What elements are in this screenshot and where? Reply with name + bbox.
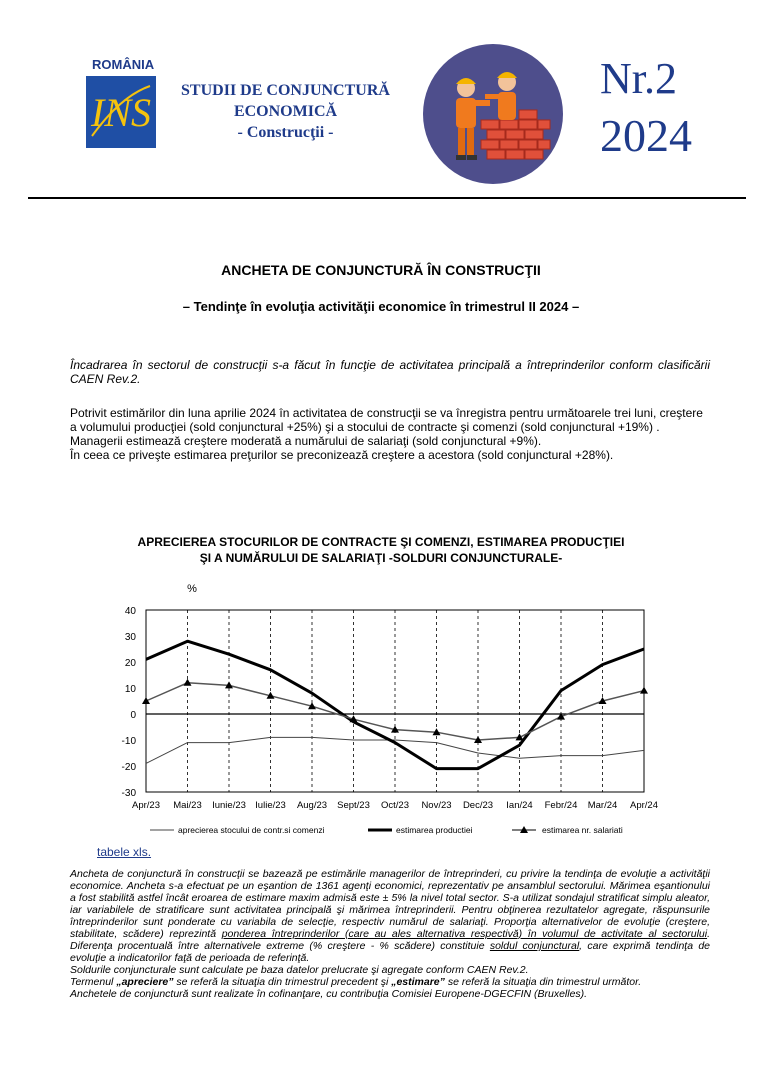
issue-number: Nr.2 <box>600 54 677 103</box>
chart-title <box>0 534 762 566</box>
y-tick-label: 20 <box>124 658 136 669</box>
x-tick-label: Apr/24 <box>630 800 658 811</box>
note-text-1: Ancheta de conjunctură în construcţii se bazează pe estimările managerilor de întreprinderi, cu privire la tendinţa de evoluţie a activităţii economice. Ancheta s-a efectuat pe un eşantion de 1361 agenţi economici, reprezentativ pe ansamblul sectorului. Mărimea eşantionului a fost stabilită astfel încât eroarea de estimare maxim admisă este ± 5% la nivel total sector. S-a utilizat sondajul stratificat simplu aleator, iar variabilele de stratificare sunt activitatea principală şi mărimea întreprinderii. Pentru obţinerea rezultatelor agregate, răspunsurile întreprinderilor sunt ponderate cu variabila de selecţie, respectiv numărul de salariaţi. Proporţia alternativelor de evoluţie (creştere, stabilitate, scădere) reprezintă <box>70 868 710 940</box>
x-tick-label: Febr/24 <box>544 800 578 811</box>
intro-section <box>70 358 710 462</box>
page-subtitle: – Tendinţe în evoluţia activităţii economice în trimestrul II 2024 – <box>182 299 580 314</box>
y-tick-label: -20 <box>121 762 136 773</box>
ins-logo <box>86 76 156 148</box>
publication-title <box>158 80 413 143</box>
x-tick-label: Iulie/23 <box>255 800 286 811</box>
note-terms-d: „estimare” <box>391 976 445 988</box>
methodology-notes <box>70 868 710 1000</box>
x-tick-label: Nov/23 <box>421 800 452 811</box>
series-point <box>640 687 648 694</box>
note-terms-c: se referă la situaţia din trimestrul precedent şi <box>173 976 392 988</box>
intro-prices: În ceea ce priveşte estimarea preţurilor se preconizează creştere a acestora (sold conjunctural +28%). <box>70 448 614 462</box>
title-line2: ECONOMICĂ <box>233 103 338 120</box>
note-text-1b: . Diferenţa procentuală între alternativele extreme (% creştere - % scădere) constituie <box>70 928 710 952</box>
logo-text: INS <box>91 90 151 135</box>
x-tick-label: Apr/23 <box>132 800 160 811</box>
note-terms-a: Termenul <box>70 976 117 988</box>
note-funding: Anchetele de conjunctură sunt realizate în cofinanţare, cu contribuţia Comisiei Europene-DGECFIN (Bruxelles). <box>70 988 588 1000</box>
legend-label: estimarea productiei <box>396 825 473 835</box>
y-tick-label: -30 <box>121 788 136 799</box>
note-underline-1: ponderea întreprinderilor (care au ales alternativa respectivă) în volumul de activitate al sectorului <box>221 928 708 940</box>
title-line1: STUDII DE CONJUNCTURĂ <box>181 82 390 99</box>
note-terms-b: „apreciere” <box>116 976 174 988</box>
xls-tables-link[interactable]: tabele xls. <box>97 845 152 859</box>
y-tick-label: 40 <box>124 606 136 617</box>
x-tick-label: Sept/23 <box>337 800 370 811</box>
x-tick-label: Iunie/23 <box>212 800 246 811</box>
note-caen: Soldurile conjuncturale sunt calculate pe baza datelor prelucrate şi agregate conform CAEN Rev.2. <box>70 964 529 976</box>
intro-classification: Încadrarea în sectorul de construcţii s-a făcut în funcţie de activitatea principală a întreprinderilor conform clasificării CAEN Rev.2. <box>70 358 710 386</box>
intro-employees: Managerii estimează creştere moderată a numărului de salariaţi (sold conjunctural +9%). <box>70 434 542 448</box>
y-tick-label: 30 <box>124 632 136 643</box>
y-axis-label: % <box>187 583 197 595</box>
page-title: ANCHETA DE CONJUNCTURĂ ÎN CONSTRUCŢII <box>221 262 541 278</box>
title-line3: - Construcţii - <box>237 124 334 141</box>
chart-title-line2: ŞI A NUMĂRULUI DE SALARIAŢI -SOLDURI CONJUNCTURALE- <box>199 551 563 565</box>
x-tick-label: Dec/23 <box>462 800 494 811</box>
note-methodology <box>70 868 710 964</box>
x-tick-label: Ian/24 <box>506 800 533 811</box>
y-tick-label: 10 <box>124 684 136 695</box>
note-terms <box>70 976 710 988</box>
x-tick-label: Mai/23 <box>173 800 202 811</box>
line-chart <box>90 574 690 844</box>
construction-workers-illustration <box>421 42 565 186</box>
note-text-1c: , care exprimă tendinţa de evoluţie a indicatorilor faţă de perioada de referinţă. <box>70 940 710 964</box>
note-underline-2: soldul conjunctural <box>489 940 580 952</box>
header-divider <box>28 197 746 199</box>
y-tick-label: 0 <box>130 710 136 721</box>
intro-estimates: Potrivit estimărilor din luna aprilie 2024 în activitatea de construcţii se va înregistra pentru următoarele trei luni, creştere a volumului producţiei (sold conjunctural +25%) şi a stocului de contracte şi comenzi (sold conjunctural +19%) . <box>70 406 703 434</box>
x-tick-label: Aug/23 <box>296 800 328 811</box>
legend-label: estimarea nr. salariati <box>542 825 623 835</box>
x-tick-label: Mar/24 <box>587 800 618 811</box>
y-tick-label: -10 <box>121 736 136 747</box>
country-label: ROMÂNIA <box>92 57 155 72</box>
note-terms-e: se referă la situaţia din trimestrul următor. <box>444 976 642 988</box>
x-tick-label: Oct/23 <box>381 800 409 811</box>
issue-year: 2024 <box>600 110 692 161</box>
chart-title-line1: APRECIEREA STOCURILOR DE CONTRACTE ŞI COMENZI, ESTIMAREA PRODUCŢIEI <box>137 535 625 549</box>
legend-label: aprecierea stocului de contr.si comenzi <box>178 825 325 835</box>
